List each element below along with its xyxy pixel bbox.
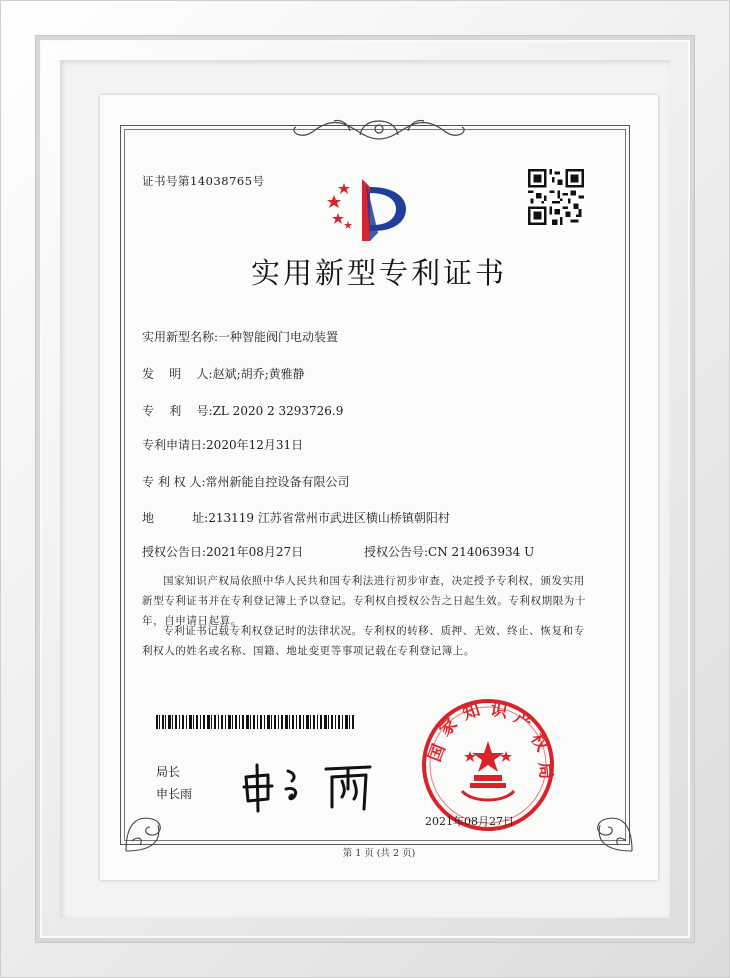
svg-text:局: 局	[534, 761, 556, 780]
svg-text:家: 家	[435, 714, 462, 741]
field-value: 一种智能阀门电动装置	[218, 330, 339, 344]
patent-office-logo-icon	[322, 173, 416, 243]
certificate-paper	[100, 95, 658, 880]
svg-text:识: 识	[488, 699, 509, 723]
certificate-paragraph-2: 专利证书记载专利权登记时的法律状况。专利权的转移、质押、无效、终止、恢复和专利权人的姓名或名称、国籍、地址变更等事项记载在专利登记簿上。	[142, 625, 585, 657]
field-label: 专利申请日:	[142, 438, 207, 452]
field-label: 地 址:	[142, 511, 209, 525]
field-label: 专 利 权 人:	[142, 475, 206, 489]
field-patentee	[142, 473, 350, 490]
field-label: 实用新型名称:	[142, 330, 219, 344]
page-number: 第 1 页 (共 2 页)	[342, 848, 416, 859]
field-value: 常州新能自控设备有限公司	[205, 475, 350, 489]
field-patent-number	[142, 402, 343, 419]
barcode-icon	[156, 715, 354, 729]
field-address	[142, 509, 450, 526]
field-value: CN 214063934 U	[428, 545, 535, 559]
svg-text:国: 国	[424, 741, 450, 765]
svg-text:知: 知	[460, 700, 483, 725]
field-value: ZL 2020 2 3293726.9	[212, 404, 344, 418]
director-signature	[238, 755, 388, 815]
certificate-number: 证书号第14038765号	[142, 174, 265, 188]
director-title: 局长	[156, 765, 181, 779]
seal-date: 2021年08月27日	[425, 815, 514, 828]
top-ornament	[290, 109, 468, 143]
svg-text:权: 权	[526, 730, 553, 755]
field-value: 213119 江苏省常州市武进区横山桥镇朝阳村	[208, 511, 450, 525]
field-value: 2021年08月27日	[206, 545, 304, 559]
certificate-title: 实用新型专利证书	[250, 256, 507, 290]
field-name	[142, 328, 338, 345]
field-value: 2020年12月31日	[206, 438, 304, 452]
field-label: 发 明 人:	[142, 367, 213, 381]
field-label: 专 利 号:	[142, 404, 213, 418]
qr-code-icon	[528, 169, 584, 225]
field-grant-number	[364, 543, 534, 560]
field-value: 赵斌;胡乔;黄雅静	[212, 367, 305, 381]
field-label: 授权公告日:	[142, 545, 207, 559]
field-label: 授权公告号:	[364, 545, 429, 559]
director-name: 申长雨	[156, 787, 193, 801]
field-inventor	[142, 365, 305, 382]
field-grant-date	[142, 543, 303, 560]
certificate-paragraph-1: 国家知识产权局依照中华人民共和国专利法进行初步审查，决定授予专利权，颁发实用新型专利证书并在专利登记簿上予以登记。专利权自授权公告之日起生效。专利权期限为十年，自申请日起算。	[142, 575, 586, 627]
svg-text:产: 产	[510, 707, 536, 734]
field-apply-date	[142, 436, 303, 453]
